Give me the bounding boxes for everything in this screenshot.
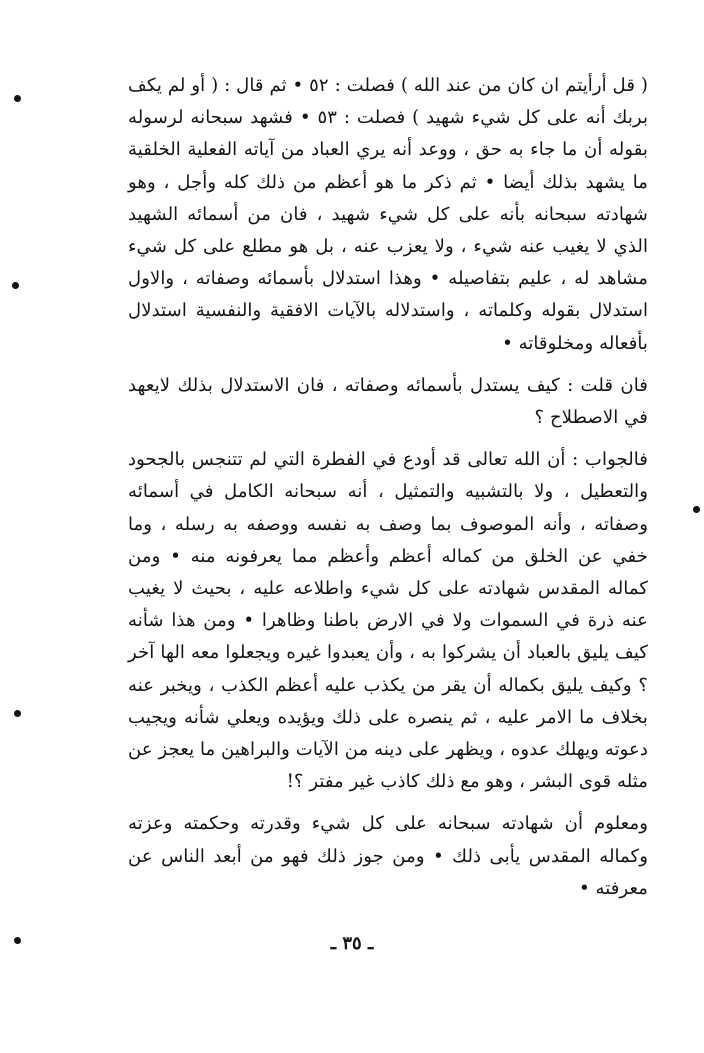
paragraph-answer: فالجواب : أن الله تعالى قد أودع في الفطرة التي لم تتنجس بالجحود والتعطيل ، ولا بالتشبيه والتمثيل ، أنه سبحانه الكامل في أسمائه وصفاته ، وأنه الموصوف بما وصف به نفسه ووصفه به رسله ، وما خفي عن الخلق من كماله أعظم وأعظم مما يعرفونه منه • ومن كماله المقدس شهادته على كل شيء واطلاعه عليه ، بحيث لا يغيب عنه ذرة في السموات ولا في الارض باطنا وظاهرا • ومن هذا شأنه كيف يليق بالعباد أن يشركوا به ، وأن يعبدوا غيره ويجعلوا معه الها آخر ؟ وكيف يليق بكماله أن يقر من يكذب عليه أعظم الكذب ، ويخبر عنه بخلاف ما الامر عليه ، ثم ينصره على ذلك ويؤيده ويعلي شأنه ويجيب دعوته ويهلك عدوه ، ويظهر على دينه من الآيات والبراهين ما يعجز عن مثله قوى البشر ، وهو مع ذلك كاذب غير مفتر ؟!: [128, 449, 648, 793]
page-number: ـ ٣٥ ـ: [330, 933, 374, 954]
binding-hole-mark: [693, 506, 700, 513]
paragraph-conclusion: ومعلوم أن شهادته سبحانه على كل شيء وقدرته وحكمته وعزته وكماله المقدس يأبى ذلك • ومن جوز ذلك فهو من أبعد الناس عن معرفته •: [128, 813, 648, 899]
paragraph-question: فان قلت : كيف يستدل بأسمائه وصفاته ، فان الاستدلال بذلك لايعهد في الاصطلاح ؟: [128, 374, 648, 429]
paragraph-witness-of-god: ( قل أرأيتم ان كان من عند الله ) فصلت : ٥٢ • ثم قال : ( أو لم يكف بربك أنه على كل شيء شهيد ) فصلت : ٥٣ • فشهد سبحانه لرسوله بقوله أن ما جاء به حق ، ووعد أنه يري العباد من آياته الفعلية الخلقية ما يشهد بذلك أيضا • ثم ذكر ما هو أعظم من ذلك كله وأجل ، وهو شهادته سبحانه بأنه على كل شيء شهيد ، فان من أسمائه الشهيد الذي لا يغيب عنه شيء ، ولا يعزب عنه ، بل هو مطلع على كل شيء مشاهد له ، عليم بتفاصيله • وهذا استدلال بأسمائه وصفاته ، والاول استدلال بقوله وكلماته ، واستدلاله بالآيات الافقية والنفسية استدلال بأفعاله ومخلوقاته •: [128, 75, 649, 354]
binding-hole-mark: [14, 710, 21, 717]
binding-hole-mark: [14, 937, 21, 944]
binding-hole-mark: [12, 282, 19, 289]
binding-hole-mark: [14, 95, 21, 102]
page-text-block: [128, 70, 648, 970]
